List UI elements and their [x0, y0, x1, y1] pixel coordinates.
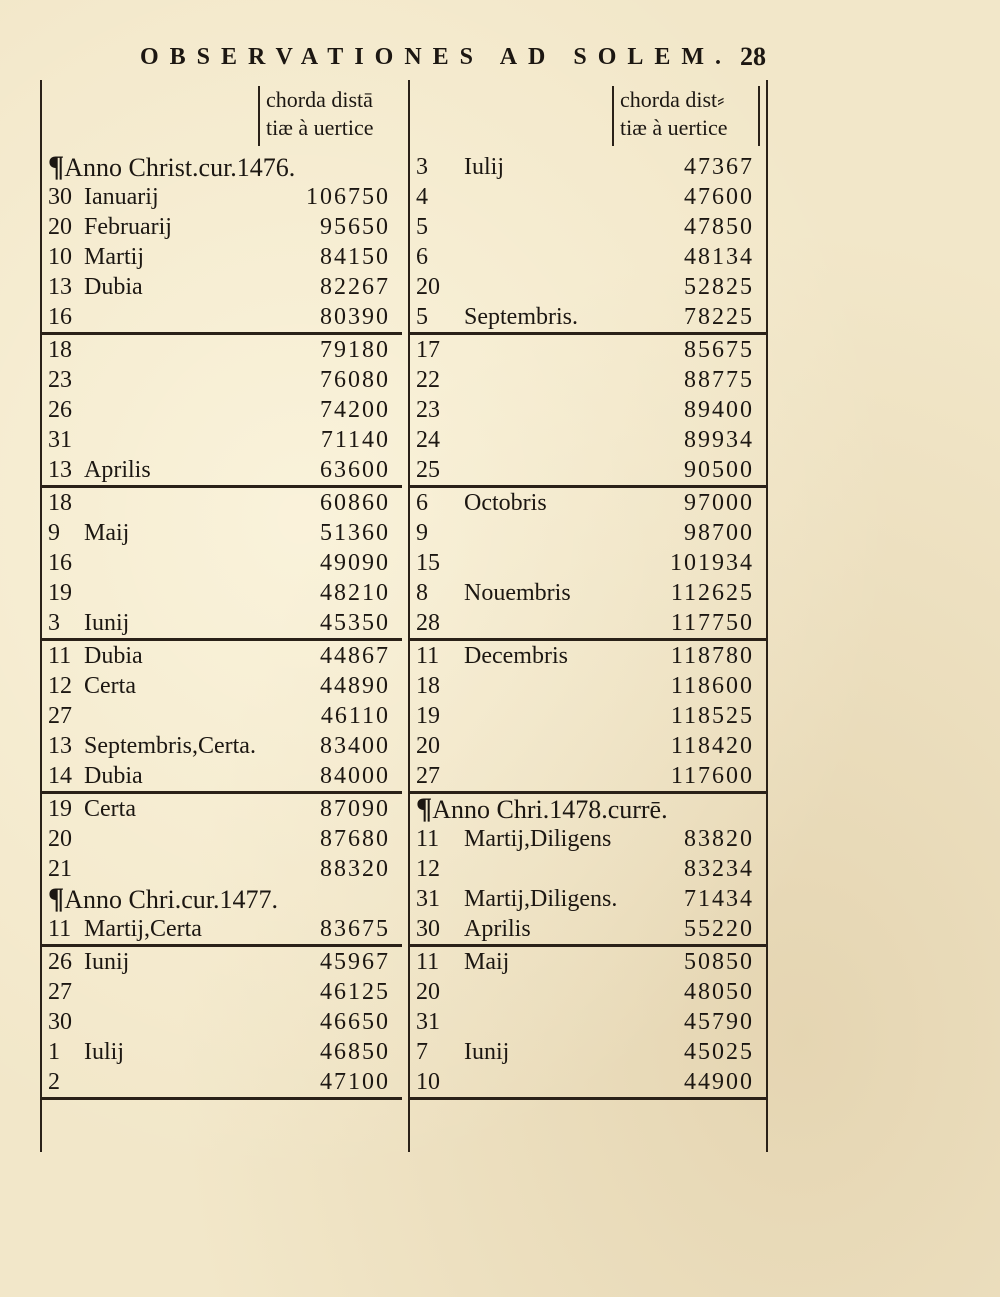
month-cell: Aprilis: [84, 457, 151, 483]
value-cell: 48050: [684, 979, 754, 1005]
value-cell: 71140: [320, 427, 390, 453]
month-cell: Martij,Diligens.: [464, 886, 618, 912]
table-row: [42, 794, 402, 824]
day-cell: 30: [48, 184, 72, 210]
day-cell: 12: [416, 856, 440, 882]
day-cell: 19: [416, 703, 440, 729]
day-cell: 31: [416, 886, 440, 912]
month-cell: Iulij: [464, 154, 504, 180]
table-row: [410, 152, 766, 182]
table-row: [42, 242, 402, 272]
value-cell: 117750: [670, 610, 754, 636]
table-row: [410, 395, 766, 425]
month-cell: Iunij: [464, 1039, 510, 1065]
day-cell: 26: [48, 949, 72, 975]
year-heading: [416, 794, 668, 825]
column-header-line1: chorda distā: [266, 87, 373, 112]
table-row: [410, 425, 766, 455]
value-cell: 88775: [684, 367, 754, 393]
table-row: [410, 455, 766, 488]
table-row: [410, 335, 766, 365]
column-header-label: [258, 86, 400, 146]
day-cell: 21: [48, 856, 72, 882]
table-row: [42, 1067, 402, 1100]
day-cell: 30: [416, 916, 440, 942]
table-row: [410, 1007, 766, 1037]
day-cell: 19: [48, 796, 72, 822]
table-row: [42, 425, 402, 455]
table-row: [410, 671, 766, 701]
table-row: [410, 365, 766, 395]
day-cell: 27: [416, 763, 440, 789]
table-row: [42, 1007, 402, 1037]
value-cell: 88320: [320, 856, 390, 882]
value-cell: 45025: [684, 1039, 754, 1065]
value-cell: 46110: [320, 703, 390, 729]
table-row: [42, 488, 402, 518]
value-cell: 117600: [670, 763, 754, 789]
value-cell: 47367: [684, 154, 754, 180]
month-cell: Decembris: [464, 643, 568, 669]
month-cell: Dubia: [84, 274, 143, 300]
table-row: [42, 731, 402, 761]
table-row: [410, 854, 766, 884]
value-cell: 45967: [320, 949, 390, 975]
column-header-line2: tiæ à uertice: [620, 115, 728, 140]
value-cell: 101934: [670, 550, 754, 576]
day-cell: 11: [416, 949, 440, 975]
year-heading-row: [410, 794, 766, 824]
month-cell: Certa: [84, 796, 136, 822]
day-cell: 31: [48, 427, 72, 453]
value-cell: 112625: [670, 580, 754, 606]
value-cell: 44867: [320, 643, 390, 669]
column-header-label: [612, 86, 760, 146]
day-cell: 12: [48, 673, 72, 699]
day-cell: 18: [48, 490, 72, 516]
table-row: [410, 302, 766, 335]
value-cell: 83675: [320, 916, 390, 942]
value-cell: 60860: [320, 490, 390, 516]
value-cell: 74200: [320, 397, 390, 423]
table-row: [42, 671, 402, 701]
value-cell: 83400: [320, 733, 390, 759]
month-cell: Septembris,Certa.: [84, 733, 256, 759]
value-cell: 97000: [684, 490, 754, 516]
value-cell: 85675: [684, 337, 754, 363]
value-cell: 50850: [684, 949, 754, 975]
value-cell: 44890: [320, 673, 390, 699]
value-cell: 84150: [320, 244, 390, 270]
value-cell: 90500: [684, 457, 754, 483]
table-row: [410, 977, 766, 1007]
year-heading-text: Anno Chri.1478.currē.: [432, 795, 668, 824]
day-cell: 20: [416, 733, 440, 759]
day-cell: 9: [48, 520, 60, 546]
day-cell: 23: [48, 367, 72, 393]
table-row: [410, 242, 766, 272]
month-cell: Ianuarij: [84, 184, 159, 210]
table-row: [410, 518, 766, 548]
day-cell: 11: [48, 643, 72, 669]
value-cell: 87680: [320, 826, 390, 852]
month-cell: Maij: [84, 520, 130, 546]
table-row: [410, 884, 766, 914]
value-cell: 46650: [320, 1009, 390, 1035]
day-cell: 20: [416, 979, 440, 1005]
value-cell: 45350: [320, 610, 390, 636]
day-cell: 20: [48, 214, 72, 240]
table-row: [42, 455, 402, 488]
value-cell: 51360: [320, 520, 390, 546]
page-header: [140, 44, 800, 78]
value-cell: 87090: [320, 796, 390, 822]
table-row: [410, 548, 766, 578]
day-cell: 11: [416, 826, 440, 852]
value-cell: 118420: [670, 733, 754, 759]
value-cell: 78225: [684, 304, 754, 330]
day-cell: 31: [416, 1009, 440, 1035]
table-column-left: [40, 80, 402, 1152]
table-row: [410, 731, 766, 761]
table-row: [42, 365, 402, 395]
day-cell: 22: [416, 367, 440, 393]
pilcrow-icon: ¶: [416, 792, 433, 825]
value-cell: 48134: [684, 244, 754, 270]
month-cell: Februarij: [84, 214, 172, 240]
day-cell: 1: [48, 1039, 60, 1065]
value-cell: 63600: [320, 457, 390, 483]
year-heading: [48, 884, 278, 915]
table-row: [42, 641, 402, 671]
value-cell: 106750: [306, 184, 390, 210]
table-row: [42, 335, 402, 365]
value-cell: 47100: [320, 1069, 390, 1095]
month-cell: Maij: [464, 949, 510, 975]
value-cell: 83820: [684, 826, 754, 852]
value-cell: 52825: [684, 274, 754, 300]
value-cell: 118600: [670, 673, 754, 699]
table-row: [410, 914, 766, 947]
value-cell: 118525: [670, 703, 754, 729]
column-header: [42, 80, 402, 152]
table-row: [42, 302, 402, 335]
column-header: [410, 80, 766, 152]
day-cell: 9: [416, 520, 428, 546]
day-cell: 11: [416, 643, 440, 669]
table-row: [42, 608, 402, 641]
day-cell: 30: [48, 1009, 72, 1035]
day-cell: 16: [48, 304, 72, 330]
month-cell: Martij: [84, 244, 144, 270]
year-heading: [48, 152, 295, 183]
day-cell: 3: [416, 154, 428, 180]
value-cell: 84000: [320, 763, 390, 789]
day-cell: 5: [416, 304, 428, 330]
table-row: [410, 641, 766, 671]
day-cell: 8: [416, 580, 428, 606]
table-row: [42, 212, 402, 242]
table-row: [42, 977, 402, 1007]
day-cell: 18: [48, 337, 72, 363]
day-cell: 13: [48, 274, 72, 300]
day-cell: 23: [416, 397, 440, 423]
day-cell: 19: [48, 580, 72, 606]
table-row: [410, 182, 766, 212]
table-row: [410, 1067, 766, 1100]
value-cell: 83234: [684, 856, 754, 882]
value-cell: 118780: [670, 643, 754, 669]
value-cell: 47600: [684, 184, 754, 210]
table-row: [42, 548, 402, 578]
month-cell: Dubia: [84, 763, 143, 789]
year-heading-text: Anno Chri.cur.1477.: [64, 885, 278, 914]
table-row: [42, 824, 402, 854]
day-cell: 25: [416, 457, 440, 483]
table-row: [42, 518, 402, 548]
month-cell: Certa: [84, 673, 136, 699]
day-cell: 4: [416, 184, 428, 210]
day-cell: 27: [48, 703, 72, 729]
table-row: [42, 1037, 402, 1067]
value-cell: 98700: [684, 520, 754, 546]
value-cell: 48210: [320, 580, 390, 606]
month-cell: Iulij: [84, 1039, 124, 1065]
day-cell: 13: [48, 457, 72, 483]
value-cell: 76080: [320, 367, 390, 393]
value-cell: 79180: [320, 337, 390, 363]
day-cell: 27: [48, 979, 72, 1005]
year-heading-text: Anno Christ.cur.1476.: [64, 153, 296, 182]
pilcrow-icon: ¶: [48, 150, 65, 183]
day-cell: 17: [416, 337, 440, 363]
day-cell: 2: [48, 1069, 60, 1095]
value-cell: 46850: [320, 1039, 390, 1065]
table-rows: [410, 152, 766, 1100]
table-row: [410, 824, 766, 854]
day-cell: 18: [416, 673, 440, 699]
table-row: [42, 947, 402, 977]
month-cell: Aprilis: [464, 916, 531, 942]
value-cell: 89934: [684, 427, 754, 453]
table-row: [410, 761, 766, 794]
pilcrow-icon: ¶: [48, 882, 65, 915]
day-cell: 14: [48, 763, 72, 789]
value-cell: 82267: [320, 274, 390, 300]
month-cell: Iunij: [84, 610, 130, 636]
day-cell: 5: [416, 214, 428, 240]
running-head: OBSERVATIONES AD SOLEM.: [140, 44, 733, 70]
day-cell: 26: [48, 397, 72, 423]
month-cell: Iunij: [84, 949, 130, 975]
table-row: [410, 608, 766, 641]
day-cell: 24: [416, 427, 440, 453]
day-cell: 16: [48, 550, 72, 576]
value-cell: 49090: [320, 550, 390, 576]
day-cell: 20: [416, 274, 440, 300]
value-cell: 45790: [684, 1009, 754, 1035]
table-row: [42, 395, 402, 425]
value-cell: 55220: [684, 916, 754, 942]
table-row: [42, 182, 402, 212]
value-cell: 95650: [320, 214, 390, 240]
table-row: [410, 947, 766, 977]
value-cell: 80390: [320, 304, 390, 330]
table-row: [410, 212, 766, 242]
month-cell: Martij,Diligens: [464, 826, 612, 852]
table-row: [410, 701, 766, 731]
table-row: [42, 578, 402, 608]
table-column-right: [408, 80, 768, 1152]
table-row: [410, 488, 766, 518]
column-header-line1: chorda dist⸗: [620, 87, 725, 112]
table-row: [42, 701, 402, 731]
value-cell: 71434: [684, 886, 754, 912]
year-heading-row: [42, 884, 402, 914]
table-row: [42, 914, 402, 947]
day-cell: 6: [416, 490, 428, 516]
table-row: [410, 1037, 766, 1067]
day-cell: 3: [48, 610, 60, 636]
value-cell: 89400: [684, 397, 754, 423]
month-cell: Martij,Certa: [84, 916, 202, 942]
day-cell: 11: [48, 916, 72, 942]
day-cell: 6: [416, 244, 428, 270]
table-row: [42, 272, 402, 302]
month-cell: Dubia: [84, 643, 143, 669]
day-cell: 13: [48, 733, 72, 759]
table-row: [410, 272, 766, 302]
value-cell: 44900: [684, 1069, 754, 1095]
year-heading-row: [42, 152, 402, 182]
day-cell: 10: [48, 244, 72, 270]
month-cell: Septembris.: [464, 304, 578, 330]
month-cell: Nouembris: [464, 580, 571, 606]
day-cell: 10: [416, 1069, 440, 1095]
table-row: [42, 854, 402, 884]
table-row: [410, 578, 766, 608]
day-cell: 15: [416, 550, 440, 576]
value-cell: 46125: [320, 979, 390, 1005]
table-rows: [42, 152, 402, 1100]
day-cell: 28: [416, 610, 440, 636]
page-number: 28: [740, 42, 766, 71]
table-row: [42, 761, 402, 794]
column-header-line2: tiæ à uertice: [266, 115, 374, 140]
day-cell: 7: [416, 1039, 428, 1065]
day-cell: 20: [48, 826, 72, 852]
value-cell: 47850: [684, 214, 754, 240]
month-cell: Octobris: [464, 490, 547, 516]
